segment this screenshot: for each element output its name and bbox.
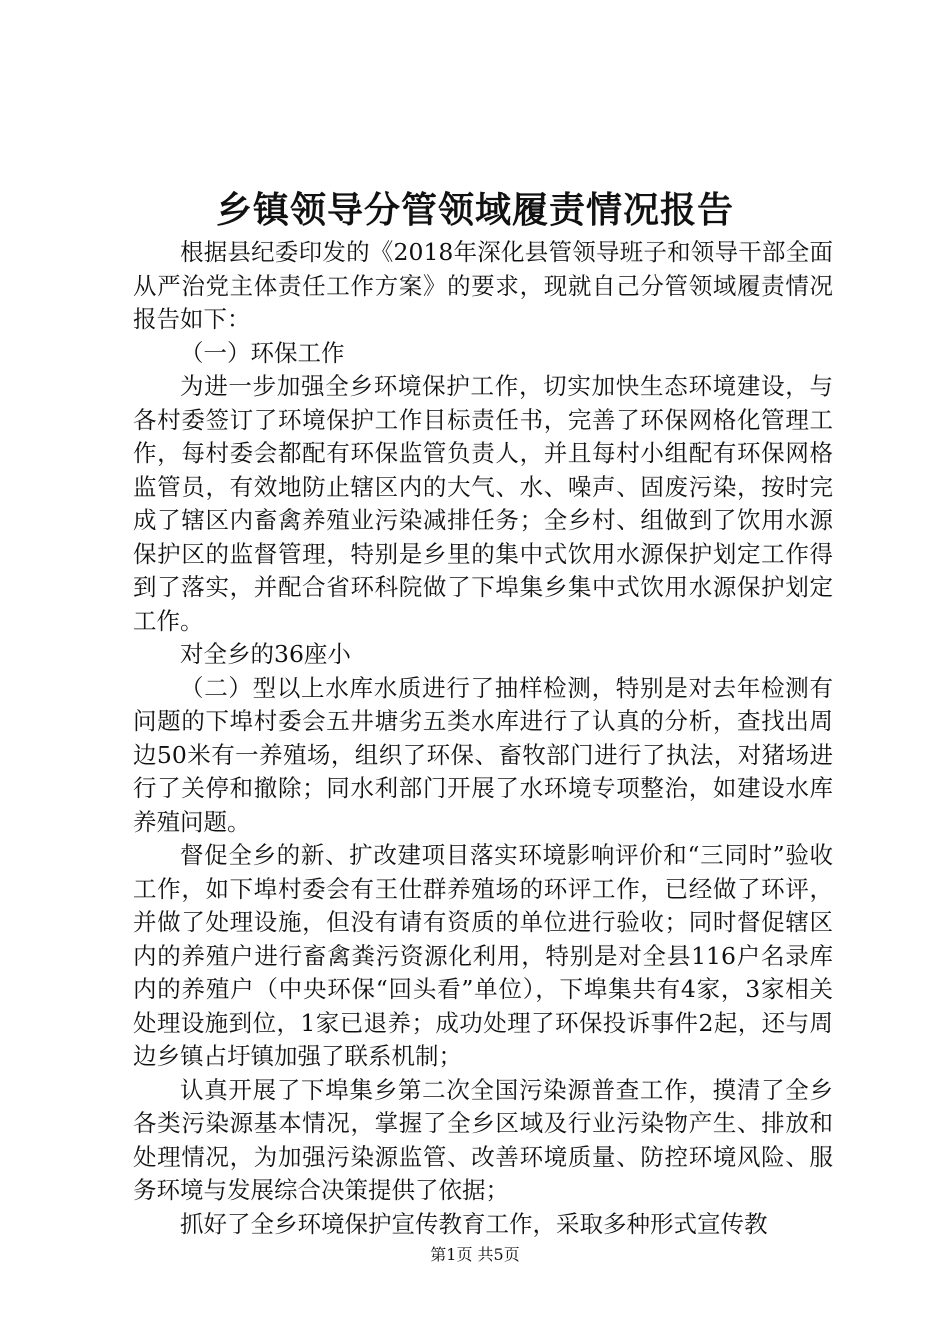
paragraph-reservoir-testing: （二）型以上水库水质进行了抽样检测，特别是对去年检测有问题的下埠村委会五井塘劣五类水库进行了认真的分析，查找出周边50米有一养殖场，组织了环保、畜牧部门进行了执法，对猪场进行了关停和撤除；同水利部门开展了水环境专项整治，如建设水库养殖问题。 (133, 673, 833, 836)
paragraph-reservoir-intro: 对全乡的36座小 (180, 640, 351, 668)
paragraph-pollution-census: 认真开展了下埠集乡第二次全国污染源普查工作，摸清了全乡各类污染源基本情况，掌握了全乡区域及行业污染物产生、排放和处理情况，为加强污染源监管、改善环境质量、防控环境风险、服务环境与发展综合决策提供了依据； (133, 1075, 833, 1204)
section-heading-environment: （一）环保工作 (180, 338, 345, 367)
paragraph-project-supervision: 督促全乡的新、扩改建项目落实环境影响评价和“三同时”验收工作，如下埠村委会有王仕群养殖场的环评工作，已经做了环评，并做了处理设施，但没有请有资质的单位进行验收；同时督促辖区内的养殖户进行畜禽粪污资源化利用，特别是对全县116户名录库内的养殖户（中央环保“回头看”单位），下埠集共有4家，3家相关处理设施到位，1家已退养；成功处理了环保投诉事件2起，还与周边乡镇占圩镇加强了联系机制； (133, 841, 833, 1070)
paragraph-environment-work: 为进一步加强全乡环境保护工作，切实加快生态环境建设，与各村委签订了环境保护工作目标责任书，完善了环保网格化管理工作，每村委会都配有环保监管负责人，并且每村小组配有环保网格监管员，有效地防止辖区内的大气、水、噪声、固废污染，按时完成了辖区内畜禽养殖业污染减排任务；全乡村、组做到了饮用水源保护区的监督管理，特别是乡里的集中式饮用水源保护划定工作得到了落实，并配合省环科院做了下埠集乡集中式饮用水源保护划定工作。 (133, 372, 833, 635)
document-body (133, 236, 833, 1241)
paragraph-intro: 根据县纪委印发的《2018年深化县管领导班子和领导干部全面从严治党主体责任工作方案》的要求，现就自己分管领域履责情况报告如下： (133, 238, 833, 333)
paragraph-publicity: 抓好了全乡环境保护宣传教育工作，采取多种形式宣传教 (180, 1209, 768, 1238)
document-title: 乡镇领导分管领域履责情况报告 (215, 189, 734, 231)
page-footer: 第1页 共5页 (430, 1245, 520, 1264)
